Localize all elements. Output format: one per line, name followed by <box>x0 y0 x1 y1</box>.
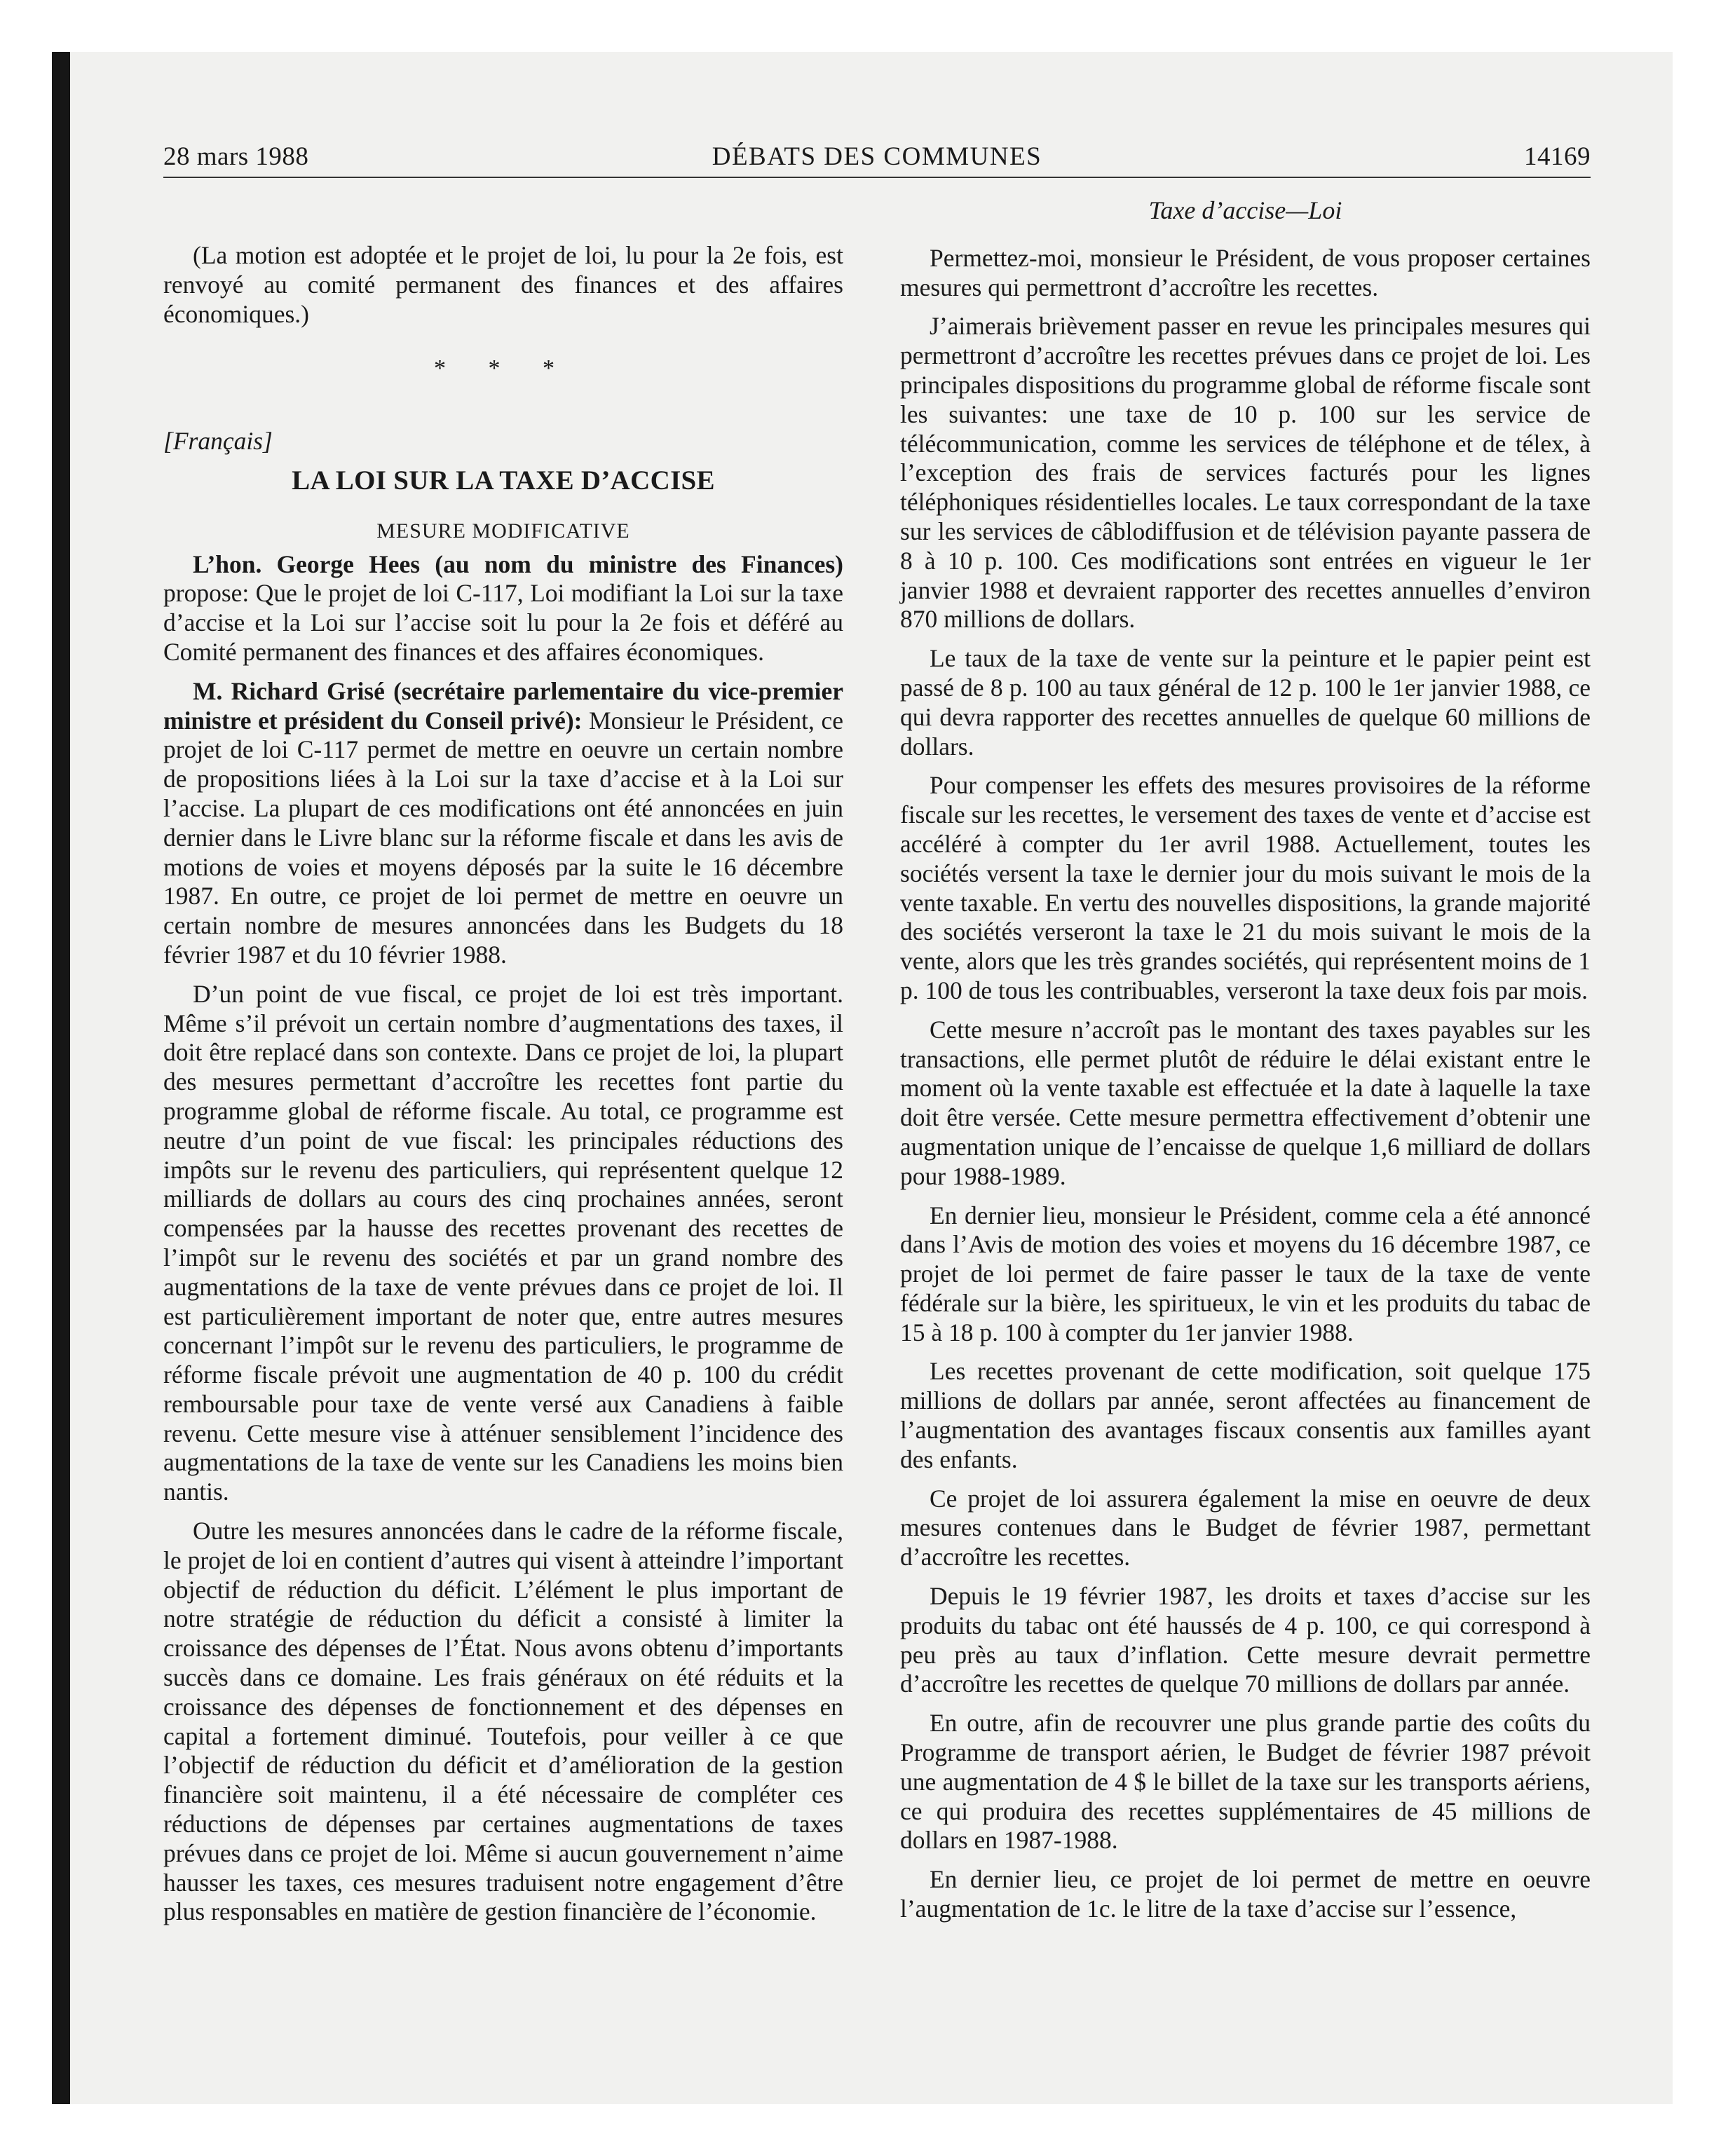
section-separator: * * * <box>434 355 573 382</box>
body-paragraph: En dernier lieu, monsieur le Président, comme cela a été annoncé dans l’Avis de motion des voies et moyens du 16 décembre 1987, ce projet de loi permet de faire passer le taux de la taxe de vente fédérale sur la bière, les spiritueux, le vin et les produits du tabac de 15 à 18 p. 100 à compter du 1er janvier 1988. <box>900 1201 1591 1346</box>
speaker-name: L’hon. George Hees (au nom du ministre des Finances) <box>193 550 843 578</box>
subsection-title: MESURE MODIFICATIVE <box>376 519 630 543</box>
left-column <box>163 184 843 1937</box>
right-column <box>900 184 1591 1934</box>
speech-paragraph <box>163 550 843 667</box>
motion-note: (La motion est adoptée et le projet de loi, lu pour la 2e fois, est renvoyé au comité permanent des finances et des affaires économiques.) <box>163 241 843 328</box>
header-page-number: 14169 <box>1524 142 1591 171</box>
body-paragraph: J’aimerais brièvement passer en revue les principales mesures qui permettront d’accroître les recettes prévues dans ce projet de loi. Les principales dispositions du programme global de réforme fiscale sont les suivantes: une taxe de 10 p. 100 sur les service de télécommunication, comme les services de téléphone et de télex, à l’exception des frais de services facturés pour les lignes téléphoniques résidentielles locales. Le taux correspondant de la taxe sur les services de câblodiffusion et de télévision payante passera de 8 à 10 p. 100. Ces modifications sont entrées en vigueur le 1er janvier 1988 et devraient rapporter des recettes annuelles d’environ 870 millions de dollars. <box>900 312 1591 634</box>
body-paragraph: D’un point de vue fiscal, ce projet de loi est très important. Même s’il prévoit un certain nombre d’augmentations des taxes, il doit être replacé dans son contexte. Dans ce projet de loi, la plupart des mesures permettant d’accroître les recettes font partie du programme global de réforme fiscale. Au total, ce programme est neutre d’un point de vue fiscal: les principales réductions des impôts sur le revenu des particuliers, qui représentent quelque 12 milliards de dollars au cours des cinq prochaines années, seront compensées par la hausse des recettes provenant des recettes de l’impôt sur le revenu des sociétés et par un grand nombre des augmentations de la taxe de vente prévues dans ce projet de loi. Il est particulièrement important de noter que, entre autres mesures concernant l’impôt sur le revenu des particuliers, le programme de réforme fiscale prévoit une augmentation de 40 p. 100 du crédit remboursable pour taxe de vente versé aux Canadiens à faible revenu. Cette mesure vise à atténuer sensiblement l’incidence des augmentations de la taxe de vente sur les Canadiens les moins bien nantis. <box>163 979 843 1506</box>
body-paragraph: Depuis le 19 février 1987, les droits et taxes d’accise sur les produits du tabac ont été haussés de 4 p. 100, ce qui correspond à peu près au taux d’inflation. Cette mesure devrait permettre d’accroître les recettes de quelque 70 millions de dollars par année. <box>900 1582 1591 1698</box>
body-paragraph: Outre les mesures annoncées dans le cadre de la réforme fiscale, le projet de loi en contient d’autres qui visent à atteindre l’important objectif de réduction du déficit. L’élément le plus important de notre stratégie de réduction du déficit a consisté à limiter la croissance des dépenses de l’État. Nous avons obtenu d’importants succès dans ce domaine. Les frais généraux on été réduits et la croissance des dépenses de fonctionnement et des dépenses en capital a fortement diminué. Toutefois, pour veiller à ce que l’objectif de réduction du déficit et d’amélioration de la gestion financière soit maintenu, il a été nécessaire de compléter ces réductions de dépenses par certaines augmentations de taxes prévues dans ce projet de loi. Même si aucun gouvernement n’aime hausser les taxes, ces mesures traduisent notre engagement d’être plus responsables en matière de gestion financière de l’économie. <box>163 1517 843 1926</box>
body-paragraph: Permettez-moi, monsieur le Président, de vous proposer certaines mesures qui permettront d’accroître les recettes. <box>900 243 1591 301</box>
body-paragraph: Pour compenser les effets des mesures provisoires de la réforme fiscale sur les recettes, le versement des taxes de vente et d’accise est accéléré à compter du 1er avril 1988. Actuellement, toutes les sociétés versent la taxe le dernier jour du mois suivant le mois de la vente taxable. En vertu des nouvelles dispositions, la grande majorité des sociétés verseront la taxe le 21 du mois suivant le mois de la vente, alors que les très grandes sociétés, qui représentent moins de 1 p. 100 de tous les contribuables, verseront la taxe deux fois par mois. <box>900 771 1591 1004</box>
section-title: LA LOI SUR LA TAXE D’ACCISE <box>292 465 715 496</box>
speech-paragraph <box>163 677 843 970</box>
body-paragraph: Les recettes provenant de cette modification, soit quelque 175 millions de dollars par année, seront affectées au financement de l’augmentation des avantages fiscaux consentis aux familles ayant des enfants. <box>900 1357 1591 1473</box>
running-head <box>163 142 1591 178</box>
section-tag: Taxe d’accise—Loi <box>1148 196 1342 224</box>
speaker-name: M. Richard Grisé (secrétaire parlementaire du vice-premier ministre et président du Conseil privé): <box>163 676 843 735</box>
scan-binding-edge <box>52 52 70 2104</box>
body-paragraph: Cette mesure n’accroît pas le montant des taxes payables sur les transactions, elle permet plutôt de réduire le délai existant entre le moment où la vente taxable est effectuée et la date à laquelle la taxe doit être versée. Cette mesure permettra effectivement d’obtenir une augmentation unique de l’encaisse de quelque 1,6 milliard de dollars pour 1988-1989. <box>900 1015 1591 1190</box>
language-tag: [Français] <box>163 427 273 456</box>
speech-text: Monsieur le Président, ce projet de loi C-117 permet de mettre en oeuvre un certain nombre de propositions liées à la Loi sur la taxe d’accise et à la Loi sur l’accise. La plupart de ces modifications ont été annoncées en juin dernier dans le Livre blanc sur la réforme fiscale et dans les avis de motions de voies et moyens déposés par la suite le 16 décembre 1987. En outre, ce projet de loi permet de mettre en oeuvre un certain nombre de mesures annoncées dans les Budgets du 18 février 1987 et du 10 février 1988. <box>163 706 843 969</box>
header-publication: DÉBATS DES COMMUNES <box>712 142 1042 171</box>
body-paragraph: Ce projet de loi assurera également la mise en oeuvre de deux mesures contenues dans le Budget de février 1987, permettant d’accroître les recettes. <box>900 1484 1591 1571</box>
header-date: 28 mars 1988 <box>163 142 309 171</box>
body-paragraph: En dernier lieu, ce projet de loi permet de mettre en oeuvre l’augmentation de 1c. le litre de la taxe d’accise sur l’essence, <box>900 1865 1591 1923</box>
header-rule <box>163 177 1591 178</box>
body-paragraph: En outre, afin de recouvrer une plus grande partie des coûts du Programme de transport aérien, le Budget de février 1987 prévoit une augmentation de 4 $ le billet de la taxe sur les transports aériens, ce qui produira des recettes supplémentaires de 45 millions de dollars en 1987-1988. <box>900 1709 1591 1855</box>
body-paragraph: Le taux de la taxe de vente sur la peinture et le papier peint est passé de 8 p. 100 au taux général de 12 p. 100 le 1er janvier 1988, ce qui devra rapporter des recettes annuelles de quelque 60 millions de dollars. <box>900 644 1591 760</box>
speech-text: propose: Que le projet de loi C-117, Loi modifiant la Loi sur la taxe d’accise et la Loi sur l’accise soit lu pour la 2e fois et déféré au Comité permanent des finances et des affaires économiques. <box>163 579 843 666</box>
